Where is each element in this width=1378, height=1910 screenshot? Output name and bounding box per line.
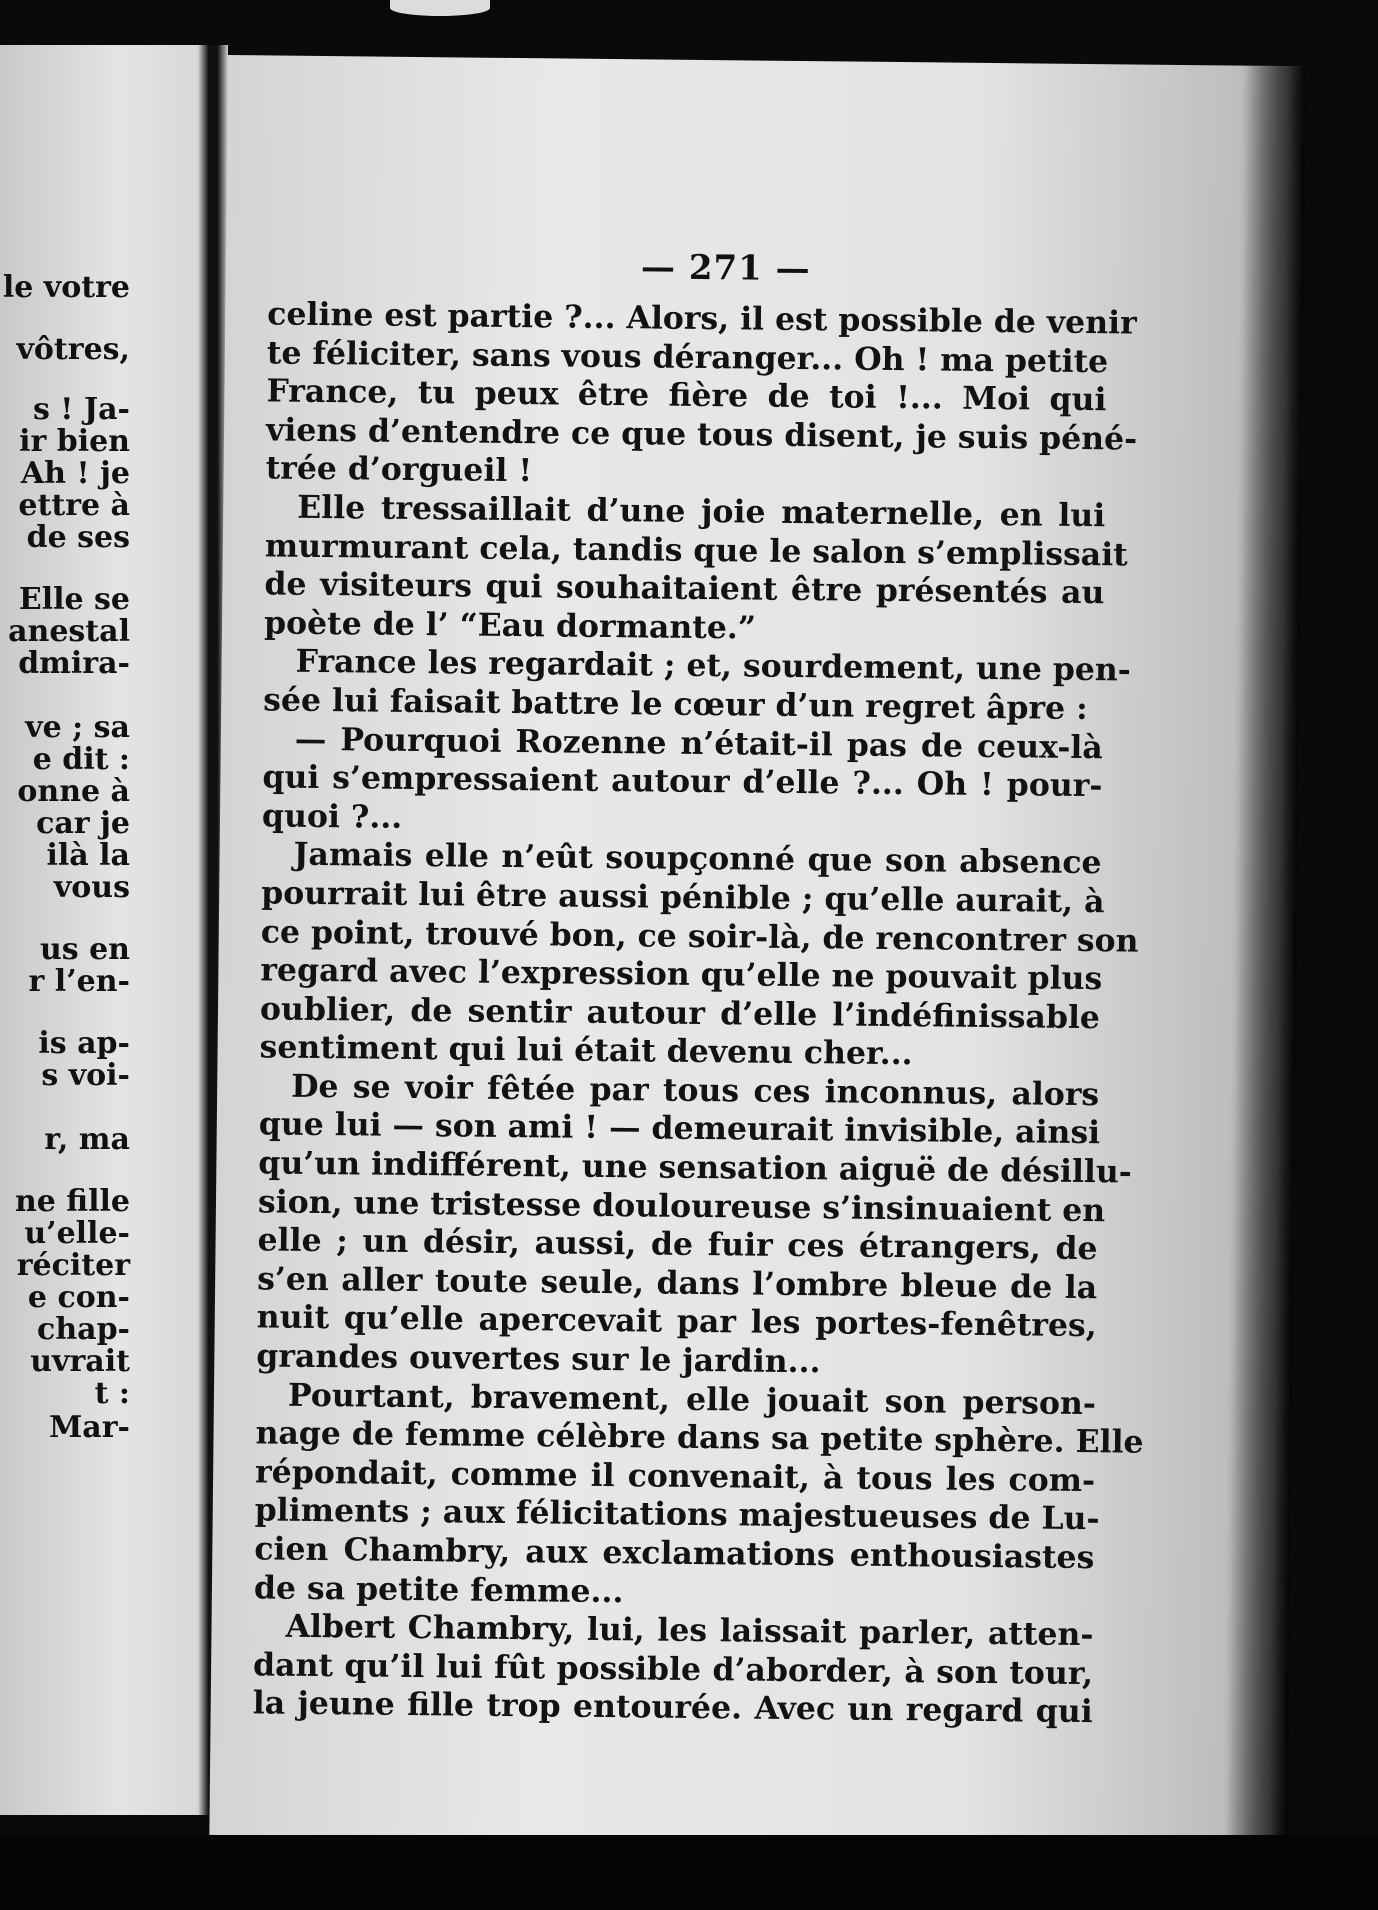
left-page <box>0 45 200 1815</box>
paragraph <box>259 836 1139 1076</box>
left-page-fragment: vôtres, <box>16 332 130 367</box>
text-line: viens d’entendre ce que tous disent, je suis péné- <box>265 411 1138 458</box>
page-body-text <box>252 295 1144 1732</box>
left-page-fragment: r, ma <box>44 1122 130 1157</box>
left-page-fragment: uvrait <box>30 1344 130 1379</box>
left-page-fragment: e con- <box>27 1280 130 1315</box>
left-page-fragment: anestal <box>8 614 130 649</box>
left-page-fragment: Mar- <box>49 1410 130 1445</box>
text-line: Albert Chambry, lui, les laissait parler, atten- <box>285 1607 1094 1654</box>
text-line: De se voir fêtée par tous ces inconnus, alors <box>291 1067 1100 1114</box>
left-page-fragment: ve ; sa <box>25 710 130 745</box>
text-line: nage de femme célèbre dans sa petite sphère. Elle <box>255 1414 1144 1461</box>
left-page-fragment: t : <box>94 1376 130 1411</box>
left-page-fragment: Ah ! je <box>20 456 130 491</box>
text-line: te féliciter, sans vous déranger... Oh ! ma petite <box>266 334 1109 380</box>
left-page-fragment: Elle se <box>18 582 130 617</box>
text-line: oublier, de sentir autour d’elle l’indéfinissable <box>259 990 1101 1036</box>
left-page-fragment: s ! Ja- <box>32 392 130 427</box>
paragraph <box>256 1067 1133 1385</box>
text-line: qui s’empressaient autour d’elle ?... Oh ! pour- <box>262 758 1103 805</box>
text-line: trée d’orgueil ! <box>265 449 533 490</box>
right-page <box>209 55 1306 1846</box>
left-page-fragment: ir bien <box>19 424 130 459</box>
text-line: de sa petite femme... <box>253 1568 624 1610</box>
left-page-fragment: u’elle- <box>24 1216 130 1251</box>
paragraph <box>253 1608 1094 1733</box>
text-line: la jeune fille trop entourée. Avec un regard qui <box>252 1684 1093 1731</box>
paragraph <box>263 488 1128 651</box>
left-page-fragment: us en <box>39 932 130 967</box>
text-line: elle ; un désir, aussi, de fuir ces étrangers, de <box>257 1221 1098 1268</box>
text-line: Elle tressaillait d’une joie maternelle, en lui <box>297 488 1106 535</box>
text-line: sion, une tristesse douloureuse s’insinuaient en <box>257 1183 1106 1229</box>
text-line: ce point, trouvé bon, ce soir-là, de rencontrer son <box>260 912 1139 960</box>
text-line: cien Chambry, aux exclamations enthousiastes <box>254 1530 1095 1577</box>
text-line: qu’un indifférent, une sensation aiguë de désillu- <box>258 1144 1133 1191</box>
text-line: — Pourquoi Rozenne n’était-il pas de ceux-là <box>294 720 1103 766</box>
text-line: que lui — son ami ! — demeurait invisible, ainsi <box>258 1105 1101 1152</box>
text-line: Jamais elle n’eût soupçonné que son absence <box>293 836 1102 882</box>
left-page-fragment: de ses <box>26 520 130 555</box>
left-page-fragment: vous <box>53 870 130 905</box>
scan-border <box>0 1835 1378 1910</box>
text-line: sentiment qui lui était devenu cher... <box>259 1028 913 1073</box>
text-line: Pourtant, bravement, elle jouait son person- <box>287 1376 1097 1422</box>
left-page-fragment: ilà la <box>46 838 130 873</box>
text-line: grandes ouvertes sur le jardin... <box>256 1337 821 1381</box>
text-line: nuit qu’elle apercevait par les portes-fenêtres, <box>256 1298 1097 1345</box>
text-line: pliments ; aux félicitations majestueuses de Lu- <box>254 1491 1100 1538</box>
paragraph <box>253 1376 1144 1616</box>
page-edge-shadow <box>1227 66 1306 1847</box>
text-line: pourrait lui être aussi pénible ; qu’elle aurait, à <box>261 874 1105 921</box>
text-line: France, tu peux être fière de toi !... Moi qui <box>266 372 1107 419</box>
text-line: regard avec l’expression qu’elle ne pouvait plus <box>260 951 1103 998</box>
text-line: France les regardait ; et, sourdement, une pen- <box>295 643 1132 689</box>
text-line: quoi ?... <box>261 797 403 836</box>
text-line: murmurant cela, tandis que le salon s’emplissait <box>264 526 1128 574</box>
text-line: poète de l’ “Eau dormante.” <box>263 604 757 647</box>
left-page-fragment: onne à <box>17 774 130 809</box>
left-page-fragment: ettre à <box>18 488 130 523</box>
paragraph <box>265 295 1138 497</box>
left-page-fragment: s voi- <box>41 1058 130 1093</box>
paragraph <box>262 720 1103 845</box>
left-page-fragment: e dit : <box>32 742 130 777</box>
text-line: sée lui faisait battre le cœur d’un regret âpre : <box>263 681 1088 727</box>
left-page-fragment: r l’en- <box>28 964 130 999</box>
text-line: s’en aller toute seule, dans l’ombre bleue de la <box>256 1260 1098 1307</box>
left-page-fragment: réciter <box>16 1248 130 1283</box>
text-line: celine est partie ?... Alors, il est possible de venir <box>267 295 1137 342</box>
left-page-fragment: ne fille <box>14 1184 130 1219</box>
scan-smudge <box>390 0 490 16</box>
text-line: de visiteurs qui souhaitaient être présentés au <box>264 565 1105 612</box>
page-number: — 271 — <box>640 247 811 290</box>
left-page-fragment: is ap- <box>38 1026 130 1061</box>
text-line: répondait, comme il convenait, à tous les com- <box>254 1453 1096 1499</box>
text-line: dant qu’il lui fût possible d’aborder, à son tour, <box>252 1646 1094 1692</box>
paragraph <box>263 643 1132 729</box>
left-page-fragment: chap- <box>37 1312 130 1347</box>
left-page-fragment: dmira- <box>18 646 130 681</box>
left-page-fragment: car je <box>36 806 130 841</box>
left-page-fragment: le votre <box>2 270 130 305</box>
